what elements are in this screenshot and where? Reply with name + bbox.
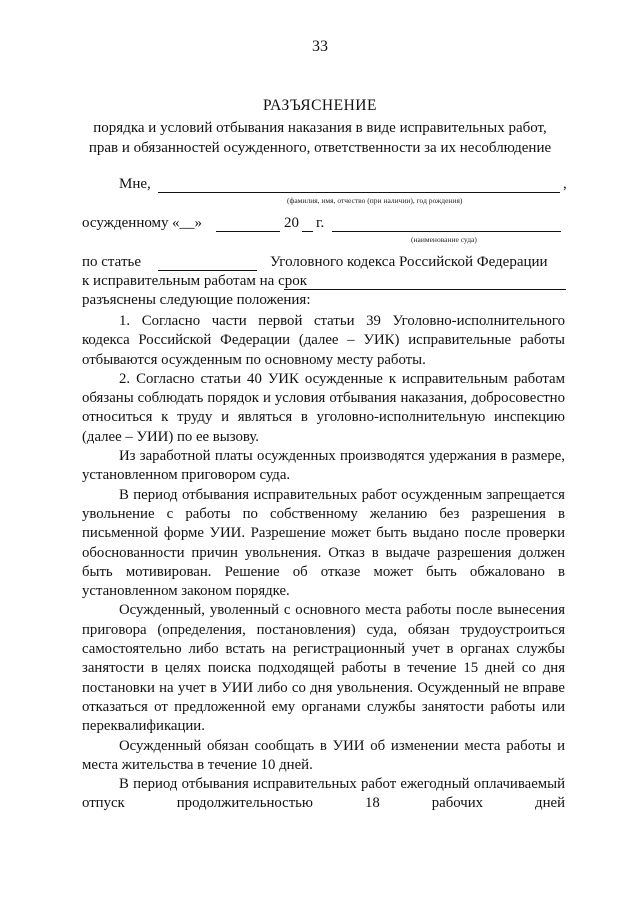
court-blank (332, 231, 561, 232)
form-day-field: «__» (172, 215, 202, 231)
paragraph: Осужденный обязан сообщать в УИИ об изменении места работы и места жительства в течение 10 дней. (82, 737, 565, 773)
form-term-label: к исправительным работам на срок (82, 273, 308, 289)
paragraph: 1. Согласно части первой статьи 39 Уголовно-исполнительного кодекса Российской Федерации (далее – УИК) исправительные работы отбываются осужденным по основному месту работы. (82, 313, 565, 368)
document-title: РАЗЪЯСНЕНИЕ (263, 97, 377, 114)
document-body (82, 312, 565, 814)
document-subtitle-line-1: порядка и условий отбывания наказания в виде исправительных работ, (93, 120, 547, 136)
form-label-article: по статье (82, 254, 141, 270)
paragraph: Из заработной платы осужденных производятся удержания в размере, установленном приговором суда. (82, 448, 565, 484)
form-year-suffix: г. (316, 215, 325, 231)
article-blank (158, 270, 257, 271)
fio-blank (158, 192, 560, 193)
document-subtitle-line-2: прав и обязанностей осужденного, ответственности за их несоблюдение (88, 140, 552, 156)
form-label-me: Мне, (119, 176, 151, 192)
paragraph: 2. Согласно статьи 40 УИК осужденные к исправительным работам обязаны соблюдать порядок и условия отбывания наказания, добросовестно относиться к труду и являться в уголовно-исполнительную инспекцию (далее – УИИ) по ее вызову. (82, 370, 565, 445)
term-blank (284, 289, 566, 290)
page-number: 33 (312, 38, 328, 55)
form-year-prefix: 20 (284, 215, 299, 231)
year-blank (302, 231, 313, 232)
paragraph: В период отбывания исправительных работ осужденным запрещается увольнение с работы по собственному желанию без разрешения в письменной форме УИИ. Разрешение может быть выдано после проверки обоснованности причин увольнения. Отказ в выдаче разрешения должен быть мотивирован. Решение об отказе может быть обжаловано в установленном законом порядке. (82, 486, 565, 600)
form-code-text: Уголовного кодекса Российской Федерации (270, 254, 548, 270)
paragraph: В период отбывания исправительных работ ежегодный оплачиваемый отпуск продолжительностью 18 рабочих дней (82, 776, 565, 812)
paragraph: Осужденный, уволенный с основного места работы после вынесения приговора (определения, постановления) суда, обязан трудоустроиться самостоятельно либо встать на регистрационный учет в органах службы занятости в целях поиска подходящей работы в течение 15 дней со дня постановки на учет в УИИ либо со дня увольнения. Осужденный не вправе отказаться от предложенной ему органами службы занятости работы или переквалификации. (82, 602, 565, 735)
form-comma: , (563, 176, 567, 192)
fio-hint: (фамилия, имя, отчество (при наличии), год рождения) (287, 196, 463, 205)
form-explained-text: разъяснены следующие положения: (82, 292, 311, 308)
court-hint: (наименование суда) (411, 235, 477, 244)
form-label-convicted: осужденному (82, 215, 169, 231)
month-blank (216, 231, 280, 232)
